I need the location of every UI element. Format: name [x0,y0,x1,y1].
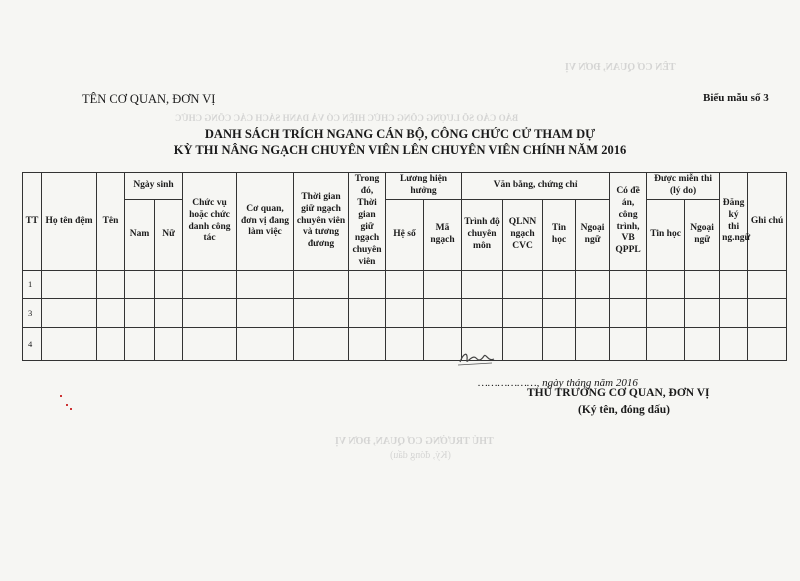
header-mien-ngoai-ngu: Ngoại ngữ [685,199,720,270]
table-row [23,271,787,299]
row-number: 3 [23,299,42,328]
chief-title: THỦ TRƯỞNG CƠ QUAN, ĐƠN VỊ [527,387,710,399]
header-he-so: Hệ số [386,199,424,270]
handwritten-initials [458,350,498,368]
header-ma-ngach: Mã ngạch [424,199,462,270]
header-ten: Tên [97,173,125,271]
header-chuc-vu: Chức vụ hoặc chức danh công tác [183,173,237,271]
document-title-line2: KỲ THI NÂNG NGẠCH CHUYÊN VIÊN LÊN CHUYÊN VIÊN CHÍNH NĂM 2016 [173,143,627,157]
header-co-de-an: Có đề án, công trình, VB QPPL [610,173,647,271]
header-tin-hoc: Tin học [543,199,576,270]
header-duoc-mien-thi: Được miễn thi (lý do) [647,173,720,200]
form-number: Biểu mẫu số 3 [703,92,769,104]
header-co-quan: Cơ quan, đơn vị đang làm việc [237,173,294,271]
header-dang-ky-thi: Đăng ký thi ng.ngữ [720,173,748,271]
bleed-through-text: TÊN CƠ QUAN, ĐƠN VỊ [565,62,676,73]
bleed-through-text: THỦ TRƯỞNG CƠ QUAN, ĐƠN VỊ [335,436,494,447]
stray-mark [66,404,68,406]
stray-mark [60,395,62,397]
document-title-line1: DANH SÁCH TRÍCH NGANG CÁN BỘ, CÔNG CHỨC CỬ THAM DỰ [204,127,596,141]
header-ghi-chu: Ghi chú [748,173,787,271]
header-tt: TT [23,173,42,271]
date-line: ………………, ngày tháng năm 2016 [478,377,638,389]
header-luong-hien-huong: Lương hiện hưởng [386,173,462,200]
header-qlnn: QLNN ngạch CVC [503,199,543,270]
row-number: 4 [23,328,42,361]
bleed-through-text: (Ký, đóng dấu) [390,450,451,461]
header-nam: Nam [125,199,155,270]
table-row [23,299,787,328]
header-ngay-sinh: Ngày sinh [125,173,183,200]
candidate-list-table [22,172,787,361]
header-trong-do: Trong đó, Thời gian giữ ngạch chuyên viên [349,173,386,271]
header-mien-tin-hoc: Tin học [647,199,685,270]
sign-note: (Ký tên, đóng dấu) [578,404,671,416]
table-row [23,328,787,361]
bleed-through-text: BÁO CÁO SỐ LƯỢNG CÔNG CHỨC HIỆN CÓ VÀ DANH SÁCH CÁC CÔNG CHỨC [175,113,519,123]
row-number: 1 [23,271,42,299]
stray-mark [70,408,72,410]
header-ho-ten-dem: Họ tên đệm [42,173,97,271]
header-van-bang: Văn bằng, chứng chỉ [462,173,610,200]
header-ngoai-ngu: Ngoại ngữ [576,199,610,270]
header-thoi-gian-giu-ngach: Thời gian giữ ngạch chuyên viên và tương đương [294,173,349,271]
header-trinh-do: Trình độ chuyên môn [462,199,503,270]
agency-label: TÊN CƠ QUAN, ĐƠN VỊ [82,92,216,106]
header-nu: Nữ [155,199,183,270]
